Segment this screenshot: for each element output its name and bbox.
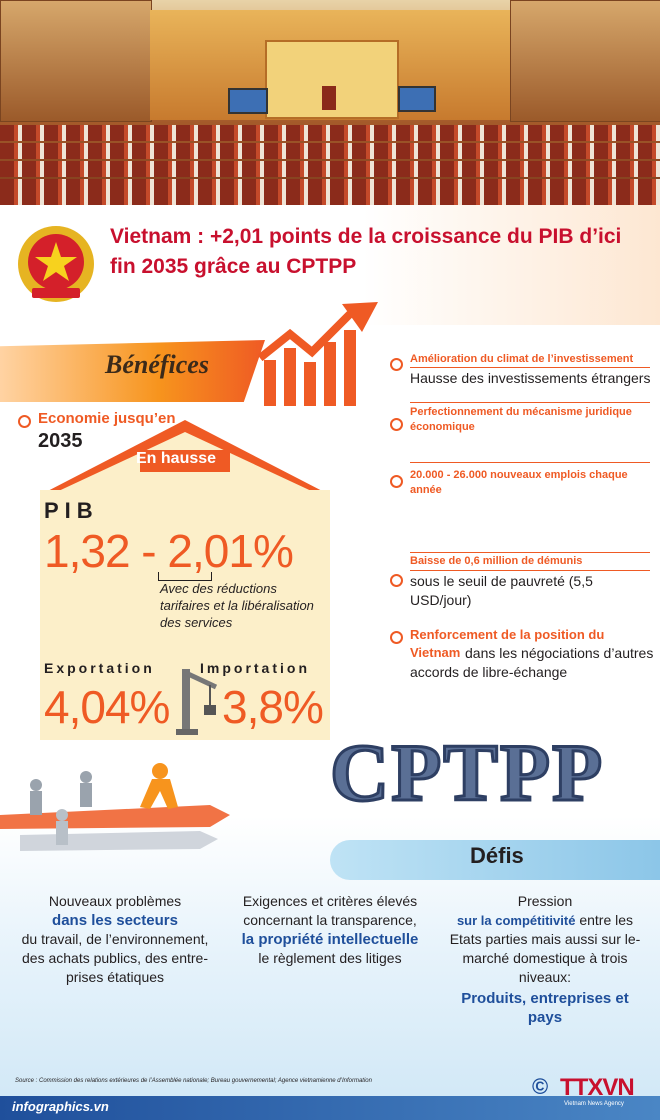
ttxvn-logo: TTXVN <box>560 1074 634 1101</box>
export-label: Exportation <box>44 660 155 676</box>
defi-3-a: Pression <box>517 893 573 909</box>
cptpp-title: CPTPP <box>330 727 605 818</box>
hero-assembly-photo <box>0 0 660 205</box>
defis-label: Défis <box>470 843 524 868</box>
pib-note: Avec des réductions tarifaires et la libéralisation des services <box>160 581 314 630</box>
runners-illustration <box>0 755 240 885</box>
underline <box>410 462 650 463</box>
vietnam-emblem-icon <box>14 222 98 306</box>
economie-year: 2035 <box>38 430 83 452</box>
import-value: 3,8% <box>222 681 323 733</box>
source-note: Source : Commission des relations extérieures de l’Assemblée nationale; Bureau gouvernemental; Agence vietnamienne d’Information <box>15 1078 372 1084</box>
underline <box>410 402 650 403</box>
defi-2-a: Exigences et critères élevés concernant la transparence, <box>242 893 418 928</box>
bullet-icon <box>390 631 403 644</box>
bullet-icon <box>390 475 403 488</box>
benefit-4-text: sous le seuil de pauvreté (5,5 USD/jour) <box>410 573 593 608</box>
benefit-5-head2: Vietnam <box>410 645 461 660</box>
crane-icon <box>176 665 222 737</box>
page-title: Vietnam : +2,01 points de la croissance du PIB d’ici fin 2035 grâce au CPTPP <box>110 225 622 278</box>
bullet-icon <box>390 574 403 587</box>
defi-1-b: dans les secteurs <box>52 912 178 929</box>
growth-chart-icon <box>258 300 388 410</box>
ttxvn-logo-sub: Vietnam News Agency <box>564 1101 624 1107</box>
en-hausse-label: En hausse <box>136 450 217 467</box>
benefit-5-text: dans les négociations d’autres accords de libre-échange <box>410 645 654 680</box>
import-label: Importation <box>200 660 310 676</box>
economie-label: Economie jusqu’en <box>38 410 176 427</box>
pib-label: PIB <box>44 498 99 523</box>
bullet-icon <box>18 415 31 428</box>
bullet-icon <box>390 418 403 431</box>
benefit-2-head: Perfectionnement du mécanisme juridique économique <box>410 406 632 433</box>
defi-2-b: la propriété intellectuelle <box>241 931 419 948</box>
defi-2-c: le règlement des litiges <box>258 950 402 966</box>
pib-value: 1,32 - 2,01% <box>44 525 293 577</box>
underline <box>410 367 650 368</box>
bullet-icon <box>390 358 403 371</box>
defi-1-c: du travail, de l’environnement, des achats publics, des entre-prises étatiques <box>21 931 209 985</box>
underline <box>410 552 650 553</box>
defi-3-d: Produits, entreprises et pays <box>461 990 629 1026</box>
defi-3-c: entre les Etats parties mais aussi sur le-marché domestique à trois niveaux: <box>449 912 641 985</box>
defi-col-2 <box>230 892 430 968</box>
copyright-icon: © <box>532 1074 549 1099</box>
benefit-3-head: 20.000 - 26.000 nouveaux emplois chaque année <box>410 469 628 496</box>
defi-3-b: sur la compétitivité <box>456 913 576 928</box>
benefit-4-head: Baisse de 0,6 million de démunis <box>410 555 583 567</box>
benefit-1-text: Hausse des investissements étrangers <box>410 370 651 386</box>
defi-1-a: Nouveaux problèmes <box>48 893 182 909</box>
benefit-5-head: Renforcement de la position du <box>410 627 605 642</box>
benefit-1-head: Amélioration du climat de l’investissement <box>410 353 634 365</box>
defi-col-1 <box>10 892 220 987</box>
export-value: 4,04% <box>44 681 170 733</box>
underline <box>410 570 650 571</box>
site-link[interactable]: infographics.vn <box>12 1099 109 1114</box>
defi-col-3 <box>445 892 645 1027</box>
benefices-label: Bénéfices <box>105 350 209 379</box>
